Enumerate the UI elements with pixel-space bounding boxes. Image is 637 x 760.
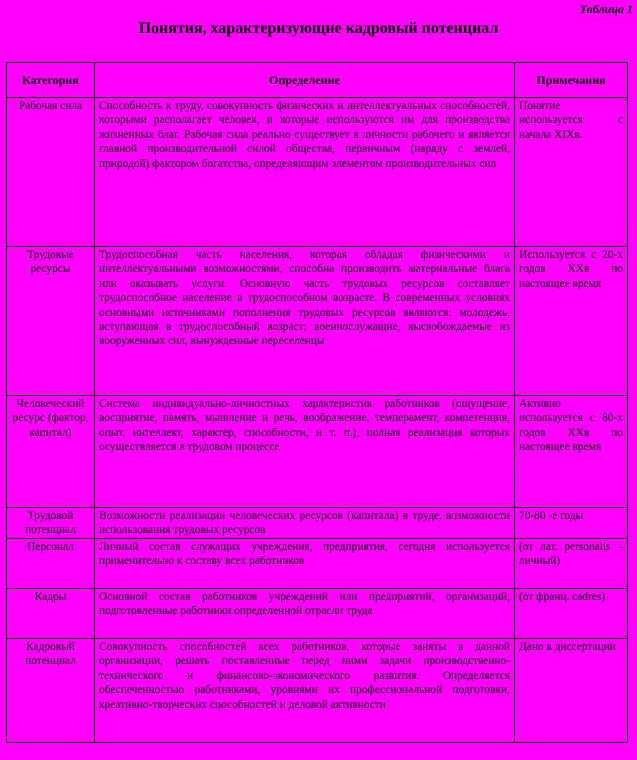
cell-category: Человеческий ресурс (фактор, капитал)	[7, 396, 95, 508]
table-row	[7, 98, 628, 247]
cell-definition: Способность к труду, совокупность физических и интеллектуальных способностей, которыми располагает человек, и которые используются им для производства жизненных благ. Рабочая сила реально существует в личности рабочего и является главной производительной силой общества, первичным (наряду с землей, природой) фактором богатства, определяющим элементом производительных сил	[95, 98, 515, 247]
table-header-row	[7, 63, 628, 98]
cell-notes: Активно используется с 80-х годов XXв по настоящее время	[515, 396, 628, 508]
header-notes: Примечания	[515, 63, 628, 98]
cell-notes: Дано в диссертации	[515, 639, 628, 743]
table-row	[7, 589, 628, 639]
cell-definition: Трудоспособная часть населения, которая обладая физическими и интеллектуальными возможностями, способна производить материальные блага или оказывать услуги. Основную часть трудовых ресурсов составляет трудоспособное население в трудоспособном возрасте. В современных условиях основными источниками пополнения трудовых ресурсов являются: молодежь, вступающая в трудоспособный возраст; военнослужащие, высвобождаемые из вооруженных сил, вынужденные переселенцы	[95, 247, 515, 396]
concepts-table	[6, 62, 628, 743]
cell-notes: Используется с 20-х годов XXв по настоящее время	[515, 247, 628, 396]
cell-notes: 70-80 -е годы	[515, 508, 628, 539]
page-title: Понятия, характеризующие кадровый потенциал	[138, 20, 499, 37]
cell-definition: Возможности реализации человеческих ресурсов (капитала) в труде, возможности использования трудовых ресурсов	[95, 508, 515, 539]
table-row	[7, 639, 628, 743]
header-category: Категория	[7, 63, 95, 98]
table-row	[7, 247, 628, 396]
cell-definition: Личный состав служащих учреждения, предприятия, сегодня используется применительно к составу всех работников	[95, 539, 515, 589]
cell-category: Кадры	[7, 589, 95, 639]
cell-notes: (от франц. cadres)	[515, 589, 628, 639]
cell-definition: Система индивидуально-личностных характеристик работников (ощущение, восприятие, память, мышление и речь, воображение, темперамент, компетенция, опыт, интеллект, характер, способности, и т. п.), полная реализация которых осуществляется в трудовом процессе	[95, 396, 515, 508]
cell-category: Рабочая сила	[7, 98, 95, 247]
cell-definition: Основной состав работников учреждений или предприятий, организаций, подготовленные работники определенной отрасли труда	[95, 589, 515, 639]
table-row	[7, 508, 628, 539]
table-row	[7, 396, 628, 508]
cell-category: Трудовой потенциал	[7, 508, 95, 539]
header-definition: Определение	[95, 63, 515, 98]
cell-category: Кадровый потенциал	[7, 639, 95, 743]
cell-notes: Понятие используется с начала XIXв.	[515, 98, 628, 247]
cell-category: Трудовые ресурсы	[7, 247, 95, 396]
table-row	[7, 539, 628, 589]
table-number-label: Таблица 1	[579, 2, 633, 16]
cell-notes: (от лат. personalis – личный)	[515, 539, 628, 589]
cell-category: Персонал	[7, 539, 95, 589]
cell-definition: Совокупность способностей всех работников, которые заняты в данной организации, решать поставленные перед ними задачи производственно-технического и финансово-экономического развития. Определяется обеспеченностью работниками, уровнями их профессиональной подготовки, креативно-творческих способностей и деловой активности	[95, 639, 515, 743]
